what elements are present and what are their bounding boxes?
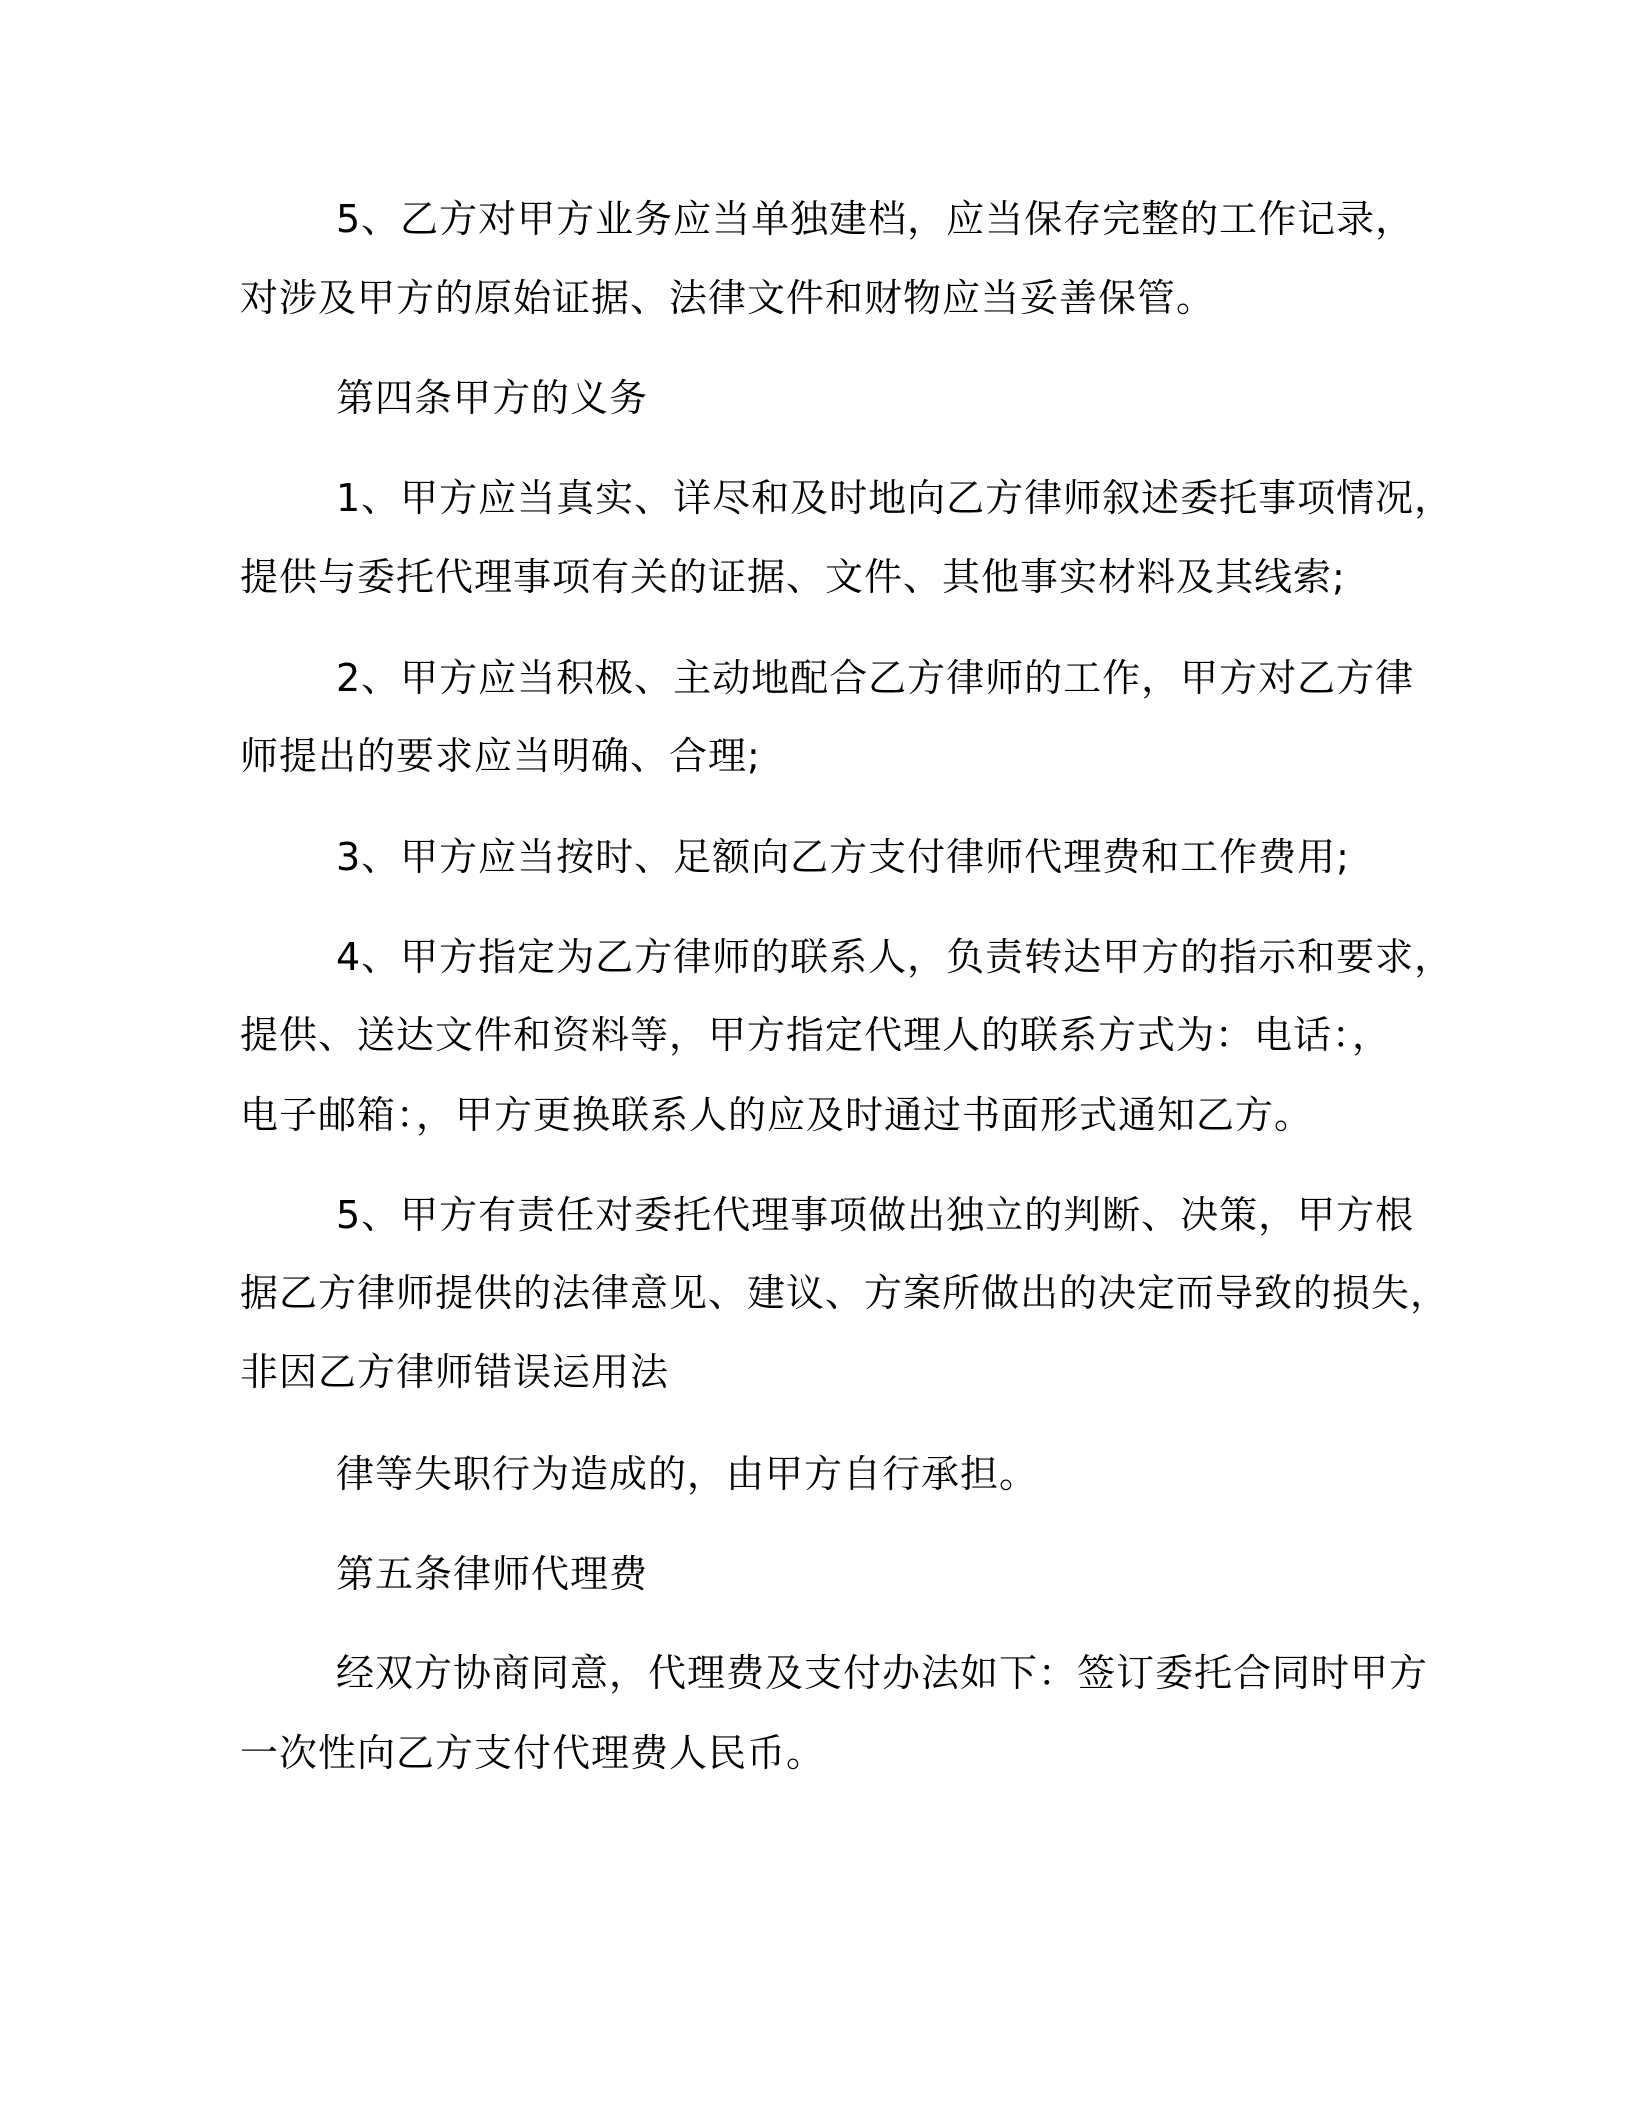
paragraph-fee-line-2: 一次性向乙方支付代理费人民币。	[240, 1731, 826, 1775]
paragraph-party-a-5-line-1: 5、甲方有责任对委托代理事项做出独立的判断、决策，甲方根	[336, 1193, 1415, 1237]
heading-article-5: 第五条律师代理费	[336, 1552, 649, 1596]
paragraph-party-b-5-line-1: 5、乙方对甲方业务应当单独建档，应当保存完整的工作记录，	[336, 197, 1415, 241]
paragraph-party-a-2-line-2: 师提出的要求应当明确、合理;	[240, 734, 761, 778]
paragraph-party-a-3: 3、甲方应当按时、足额向乙方支付律师代理费和工作费用;	[336, 835, 1350, 879]
paragraph-party-a-5-line-3: 非因乙方律师错误运用法	[240, 1350, 670, 1394]
paragraph-party-a-4-line-3: 电子邮箱：，甲方更换联系人的应及时通过书面形式通知乙方。	[240, 1093, 1314, 1137]
paragraph-continuation: 律等失职行为造成的，由甲方自行承担。	[336, 1452, 1039, 1496]
paragraph-party-b-5-line-2: 对涉及甲方的原始证据、法律文件和财物应当妥善保管。	[240, 276, 1216, 320]
paragraph-fee-line-1: 经双方协商同意，代理费及支付办法如下：签订委托合同时甲方	[336, 1651, 1429, 1695]
paragraph-party-a-1-line-1: 1、甲方应当真实、详尽和及时地向乙方律师叙述委托事项情况，	[336, 476, 1454, 520]
paragraph-party-a-2-line-1: 2、甲方应当积极、主动地配合乙方律师的工作，甲方对乙方律	[336, 656, 1415, 700]
paragraph-party-a-1-line-2: 提供与委托代理事项有关的证据、文件、其他事实材料及其线索;	[240, 555, 1346, 599]
heading-article-4: 第四条甲方的义务	[336, 376, 649, 420]
paragraph-party-a-4-line-2: 提供、送达文件和资料等，甲方指定代理人的联系方式为：电话：，	[240, 1013, 1392, 1057]
paragraph-party-a-4-line-1: 4、甲方指定为乙方律师的联系人，负责转达甲方的指示和要求，	[336, 935, 1454, 979]
paragraph-party-a-5-line-2: 据乙方律师提供的法律意见、建议、方案所做出的决定而导致的损失，	[240, 1271, 1450, 1315]
